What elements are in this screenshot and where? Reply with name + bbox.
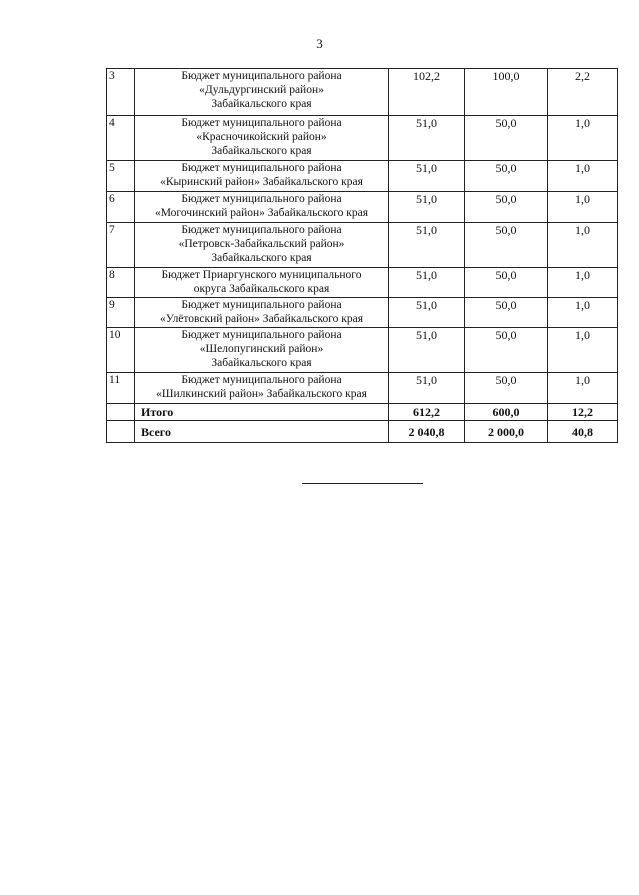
amount-cell: 1,0 bbox=[548, 298, 618, 328]
amount-cell: 50,0 bbox=[465, 298, 548, 328]
recipient-name-line: Бюджет Приаргунского муниципального bbox=[161, 269, 362, 281]
amount-cell: 1,0 bbox=[548, 268, 618, 298]
row-number: 9 bbox=[107, 298, 135, 328]
row-number bbox=[107, 404, 135, 421]
row-number: 6 bbox=[107, 192, 135, 223]
amount-cell: 50,0 bbox=[465, 223, 548, 268]
recipient-name-line: Бюджет муниципального района bbox=[181, 374, 342, 386]
recipient-name-line: Бюджет муниципального района bbox=[181, 162, 342, 174]
recipient-name-line: «Улётовский район» Забайкальского края bbox=[159, 313, 364, 325]
table-row bbox=[107, 69, 618, 116]
recipient-name bbox=[135, 268, 389, 298]
amount-cell: 50,0 bbox=[465, 192, 548, 223]
amount-cell: 51,0 bbox=[389, 328, 465, 373]
recipient-name-line: Бюджет муниципального района bbox=[181, 224, 342, 236]
amount-cell: 50,0 bbox=[465, 161, 548, 192]
table-row bbox=[107, 161, 618, 192]
amount-cell: 51,0 bbox=[389, 298, 465, 328]
recipient-name-line: Бюджет муниципального района bbox=[181, 299, 342, 311]
grand-total-amount: 40,8 bbox=[548, 421, 618, 443]
amount-cell: 51,0 bbox=[389, 223, 465, 268]
recipient-name bbox=[135, 298, 389, 328]
grand-total-row bbox=[107, 421, 618, 443]
recipient-name-line: «Кыринский район» Забайкальского края bbox=[160, 176, 363, 188]
row-number: 3 bbox=[107, 69, 135, 116]
recipient-name-line: Забайкальского края bbox=[211, 252, 312, 264]
recipient-name bbox=[135, 223, 389, 268]
recipient-name-line: Бюджет муниципального района bbox=[181, 329, 342, 341]
recipient-name-line: округа Забайкальского края bbox=[193, 283, 330, 295]
subtotal-amount: 600,0 bbox=[465, 404, 548, 421]
amount-cell: 1,0 bbox=[548, 328, 618, 373]
grand-total-label: Всего bbox=[135, 421, 389, 443]
amount-cell: 1,0 bbox=[548, 192, 618, 223]
row-number: 7 bbox=[107, 223, 135, 268]
recipient-name-line: «Петровск-Забайкальский район» bbox=[178, 238, 345, 250]
amount-cell: 51,0 bbox=[389, 192, 465, 223]
amount-cell: 102,2 bbox=[389, 69, 465, 116]
amount-cell: 1,0 bbox=[548, 116, 618, 161]
amount-cell: 51,0 bbox=[389, 161, 465, 192]
amount-cell: 51,0 bbox=[389, 116, 465, 161]
recipient-name bbox=[135, 192, 389, 223]
row-number: 11 bbox=[107, 373, 135, 404]
table-row bbox=[107, 328, 618, 373]
table-row bbox=[107, 223, 618, 268]
recipient-name-line: «Могочинский район» Забайкальского края bbox=[154, 207, 369, 219]
recipient-name-line: Забайкальского края bbox=[211, 145, 312, 157]
recipient-name-line: «Шелопугинский район» bbox=[199, 343, 324, 355]
row-number: 10 bbox=[107, 328, 135, 373]
table-row bbox=[107, 298, 618, 328]
amount-cell: 50,0 bbox=[465, 328, 548, 373]
amount-cell: 1,0 bbox=[548, 161, 618, 192]
page-number: 3 bbox=[316, 36, 323, 51]
recipient-name-line: «Шилкинский район» Забайкальского края bbox=[156, 388, 367, 400]
amount-cell: 51,0 bbox=[389, 373, 465, 404]
row-number: 4 bbox=[107, 116, 135, 161]
subtotal-amount: 12,2 bbox=[548, 404, 618, 421]
subtotal-amount: 612,2 bbox=[389, 404, 465, 421]
recipient-name bbox=[135, 328, 389, 373]
amount-cell: 50,0 bbox=[465, 373, 548, 404]
grand-total-amount: 2 040,8 bbox=[389, 421, 465, 443]
recipient-name-line: Бюджет муниципального района bbox=[181, 117, 342, 129]
recipient-name bbox=[135, 161, 389, 192]
recipient-name-line: «Дульдургинский район» bbox=[199, 84, 324, 96]
row-number: 5 bbox=[107, 161, 135, 192]
recipient-name-line: Забайкальского края bbox=[211, 357, 312, 369]
recipient-name bbox=[135, 69, 389, 116]
budget-table bbox=[106, 68, 618, 443]
table-row bbox=[107, 373, 618, 404]
recipient-name-line: Бюджет муниципального района bbox=[181, 193, 342, 205]
row-number: 8 bbox=[107, 268, 135, 298]
amount-cell: 50,0 bbox=[465, 268, 548, 298]
amount-cell: 51,0 bbox=[389, 268, 465, 298]
table-row bbox=[107, 116, 618, 161]
recipient-name-line: «Красночикойский район» bbox=[196, 131, 327, 143]
recipient-name-line: Бюджет муниципального района bbox=[181, 70, 342, 82]
table-row bbox=[107, 268, 618, 298]
row-number bbox=[107, 421, 135, 443]
table-row bbox=[107, 192, 618, 223]
amount-cell: 1,0 bbox=[548, 373, 618, 404]
amount-cell: 1,0 bbox=[548, 223, 618, 268]
recipient-name bbox=[135, 373, 389, 404]
recipient-name bbox=[135, 116, 389, 161]
amount-cell: 50,0 bbox=[465, 116, 548, 161]
recipient-name-line: Забайкальского края bbox=[211, 98, 312, 110]
subtotal-row bbox=[107, 404, 618, 421]
grand-total-amount: 2 000,0 bbox=[465, 421, 548, 443]
subtotal-label: Итого bbox=[135, 404, 389, 421]
amount-cell: 100,0 bbox=[465, 69, 548, 116]
amount-cell: 2,2 bbox=[548, 69, 618, 116]
end-divider-line bbox=[302, 483, 423, 484]
